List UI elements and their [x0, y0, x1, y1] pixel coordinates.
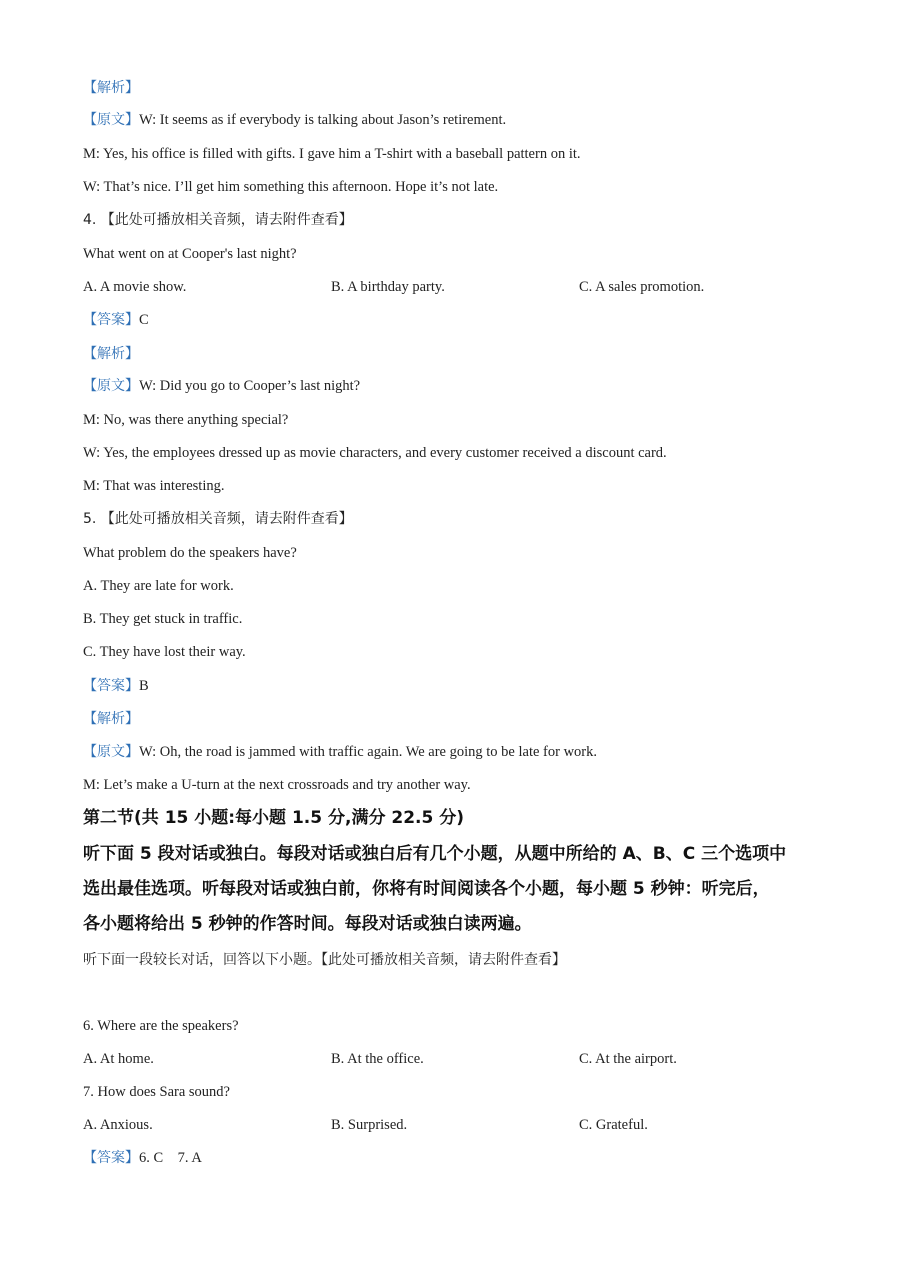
answer-line-5 [83, 676, 149, 696]
section-instructions-line-1: 听下面 5 段对话或独白。每段对话或独白后有几个小题，从题中所给的 A、B、C 三个选项中 [83, 844, 787, 864]
option-a: A. Anxious. [83, 1117, 153, 1133]
original-tag: 【原文】 [83, 378, 139, 394]
transcript-line [83, 110, 506, 130]
question-text-4: What went on at Cooper's last night? [83, 246, 297, 262]
answer-line-6-7 [83, 1148, 202, 1168]
option-b: B. A birthday party. [331, 279, 445, 295]
original-tag: 【原文】 [83, 112, 139, 128]
transcript-text: W: Did you go to Cooper’s last night? [139, 378, 361, 394]
option-c: C. At the airport. [579, 1051, 677, 1067]
option-c: C. They have lost their way. [83, 644, 246, 660]
answer-tag: 【答案】 [83, 678, 139, 694]
section-title: 第二节(共 15 小题:每小题 1.5 分,满分 22.5 分) [83, 808, 465, 828]
question-text-5: What problem do the speakers have? [83, 545, 297, 561]
question-text-7: 7. How does Sara sound? [83, 1084, 230, 1100]
section-instructions-line-2: 选出最佳选项。听每段对话或独白前，你将有时间阅读各个小题，每小题 5 秒钟：听完后， [83, 879, 770, 899]
answer-tag: 【答案】 [83, 312, 139, 328]
option-b: B. They get stuck in traffic. [83, 611, 243, 627]
option-b: B. Surprised. [331, 1117, 408, 1133]
original-tag: 【原文】 [83, 744, 139, 760]
option-a: A. They are late for work. [83, 578, 234, 594]
option-c: C. Grateful. [579, 1117, 648, 1133]
analysis-tag: 【解析】 [83, 711, 139, 727]
answer-line-4 [83, 310, 149, 330]
option-c: C. A sales promotion. [579, 279, 705, 295]
analysis-tag: 【解析】 [83, 80, 139, 96]
answer-tag: 【答案】 [83, 1150, 139, 1166]
answer-value: C [139, 312, 149, 328]
transcript-text: W: Oh, the road is jammed with traffic again. We are going to be late for work. [139, 744, 597, 760]
answer-value: B [139, 678, 149, 694]
transcript-text: W: It seems as if everybody is talking about Jason’s retirement. [139, 112, 507, 128]
section-instructions-line-3: 各小题将给出 5 秒钟的作答时间。每段对话或独白读两遍。 [83, 914, 532, 934]
answer-value: 6. C 7. A [139, 1150, 202, 1166]
transcript-line [83, 376, 360, 396]
analysis-tag: 【解析】 [83, 346, 139, 362]
transcript-line: M: Let’s make a U-turn at the next crossroads and try another way. [83, 777, 471, 793]
question-number-4: 4. 【此处可播放相关音频，请去附件查看】 [83, 212, 353, 228]
option-a: A. A movie show. [83, 279, 187, 295]
transcript-line [83, 742, 597, 762]
transcript-line: W: Yes, the employees dressed up as movie characters, and every customer received a discount card. [83, 445, 667, 461]
transcript-line: W: That’s nice. I’ll get him something this afternoon. Hope it’s not late. [83, 179, 499, 195]
transcript-line: M: That was interesting. [83, 478, 225, 494]
option-a: A. At home. [83, 1051, 154, 1067]
option-b: B. At the office. [331, 1051, 424, 1067]
long-dialogue-prompt: 听下面一段较长对话，回答以下小题。【此处可播放相关音频，请去附件查看】 [83, 952, 566, 968]
transcript-line: M: No, was there anything special? [83, 412, 289, 428]
question-number-5: 5. 【此处可播放相关音频，请去附件查看】 [83, 511, 353, 527]
question-text-6: 6. Where are the speakers? [83, 1018, 239, 1034]
transcript-line: M: Yes, his office is filled with gifts. I gave him a T-shirt with a baseball pattern on it. [83, 146, 581, 162]
